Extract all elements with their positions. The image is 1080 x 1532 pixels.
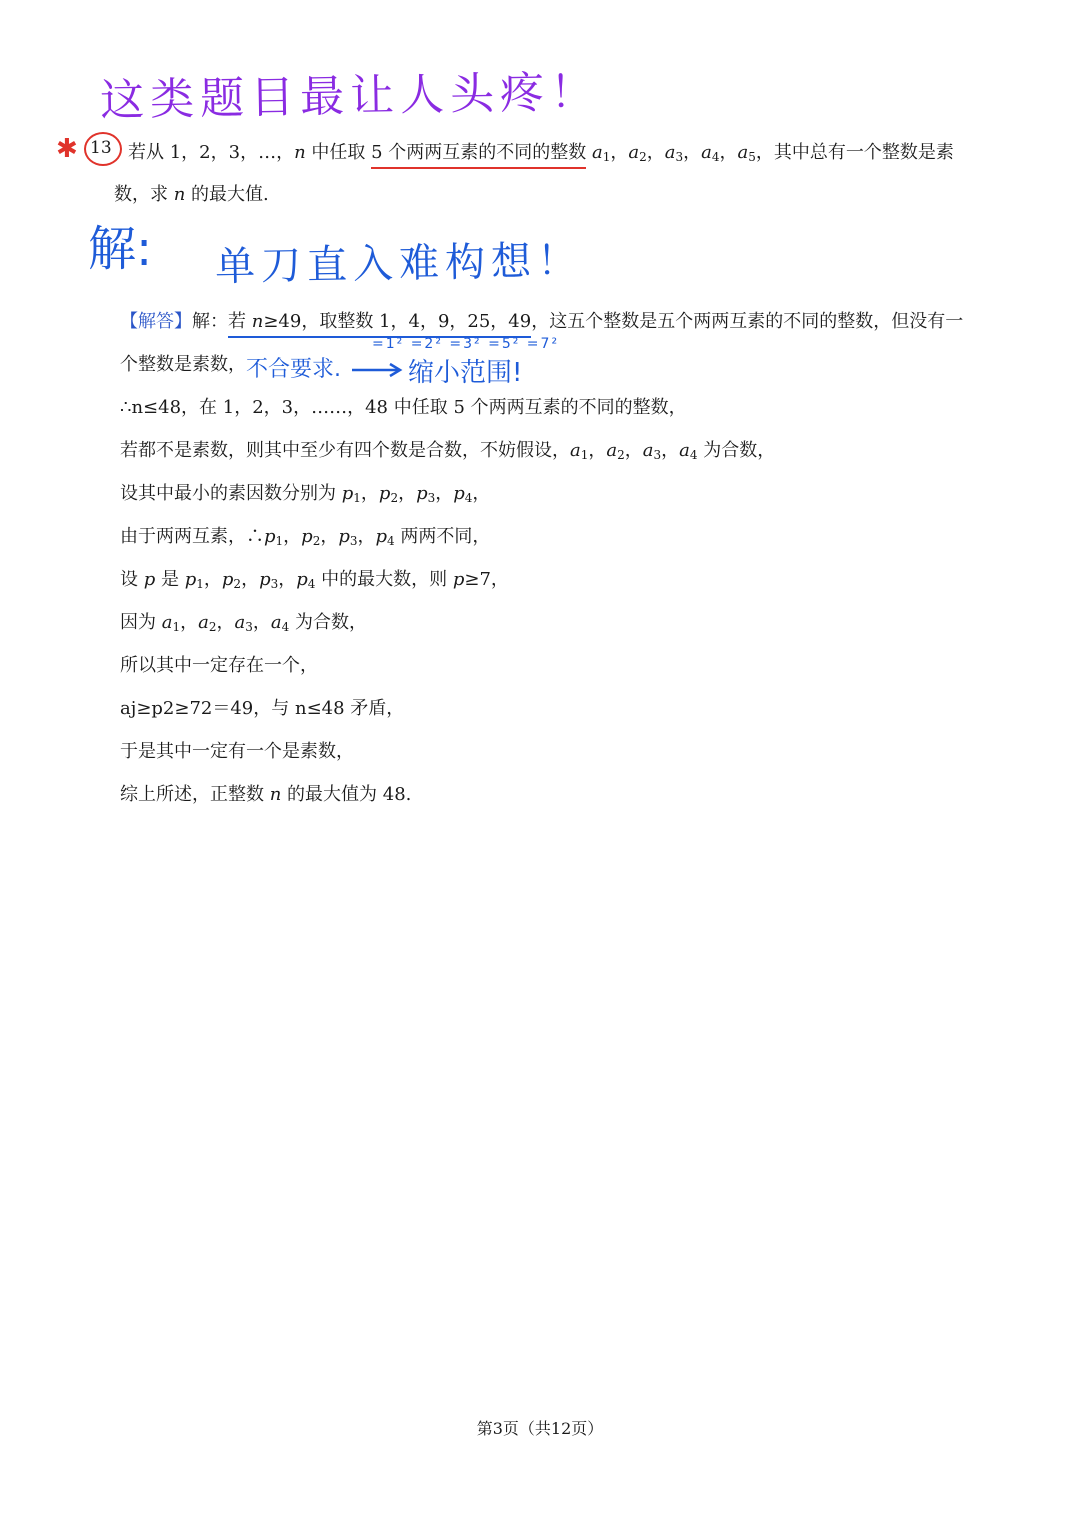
arrow-right-icon [350, 362, 404, 378]
solution-line-10: aj≥p2≥72＝49，与 n≤48 矛盾， [120, 698, 405, 719]
solution-line-7: 设 p 是 $p_1$，$p_2$，$p_3$，$p_4$ 中的最大数，则 p≥7， [120, 569, 509, 591]
solution-line-9: 所以其中一定存在一个， [120, 655, 318, 676]
solution-line-1: 【解答】解：若 n≥49，取整数 1，4，9，25，49，这五个整数是五个两两互素的不同的整数，但没有一 [120, 307, 963, 333]
problem-line-2: 数，求 n 的最大值. [114, 184, 269, 205]
star-icon: ✱ [56, 134, 78, 164]
solution-line-8: 因为 $a_1$，$a_2$，$a_3$，$a_4$ 为合数， [120, 612, 367, 634]
solution-line-5: 设其中最小的素因数分别为 $p_1$，$p_2$，$p_3$，$p_4$， [120, 483, 491, 505]
problem-number: 13 [90, 138, 112, 158]
handwritten-jie: 解: [88, 221, 153, 277]
handwritten-squares: =1² =2² =3² =5² =7² [372, 336, 560, 352]
solution-underlined: 若 n≥49，取整数 1，4，9，25，49 [228, 311, 531, 338]
solution-line-6: 由于两两互素，$\therefore p_1$，$p_2$，$p_3$，$p_4$ 两两不同， [120, 526, 491, 548]
solution-line-12: 综上所述，正整数 n 的最大值为 48. [120, 784, 412, 805]
solution-line-3: ∴n≤48，在 1，2，3，……，48 中任取 5 个两两互素的不同的整数， [120, 397, 687, 418]
handwritten-headline: 这类题目最让人头疼！ [99, 66, 601, 127]
problem-underlined: 5 个两两互素的不同的整数 [371, 142, 586, 169]
page-footer: 第3页（共12页） [476, 1419, 604, 1438]
handwritten-slogan: 单刀直入难构想！ [214, 237, 584, 291]
solution-line-11: 于是其中一定有一个是素数， [120, 741, 354, 762]
solution-tag: 【解答】 [120, 311, 192, 332]
solution-line-4: 若都不是素数，则其中至少有四个数是合数，不妨假设，$a_1$，$a_2$，$a_3$，$a_4$ 为合数， [120, 440, 776, 462]
handwritten-note-right: 缩小范围! [408, 358, 523, 388]
solution-line-2: 个整数是素数， [120, 354, 246, 375]
handwritten-note-left: 不合要求. [246, 357, 341, 382]
problem-line-1: 若从 1，2，3，…，n 中任取 5 个两两互素的不同的整数 $a_1$，$a_2$，$a_3$，$a_4$，$a_5$，其中总有一个整数是素 [128, 138, 954, 164]
